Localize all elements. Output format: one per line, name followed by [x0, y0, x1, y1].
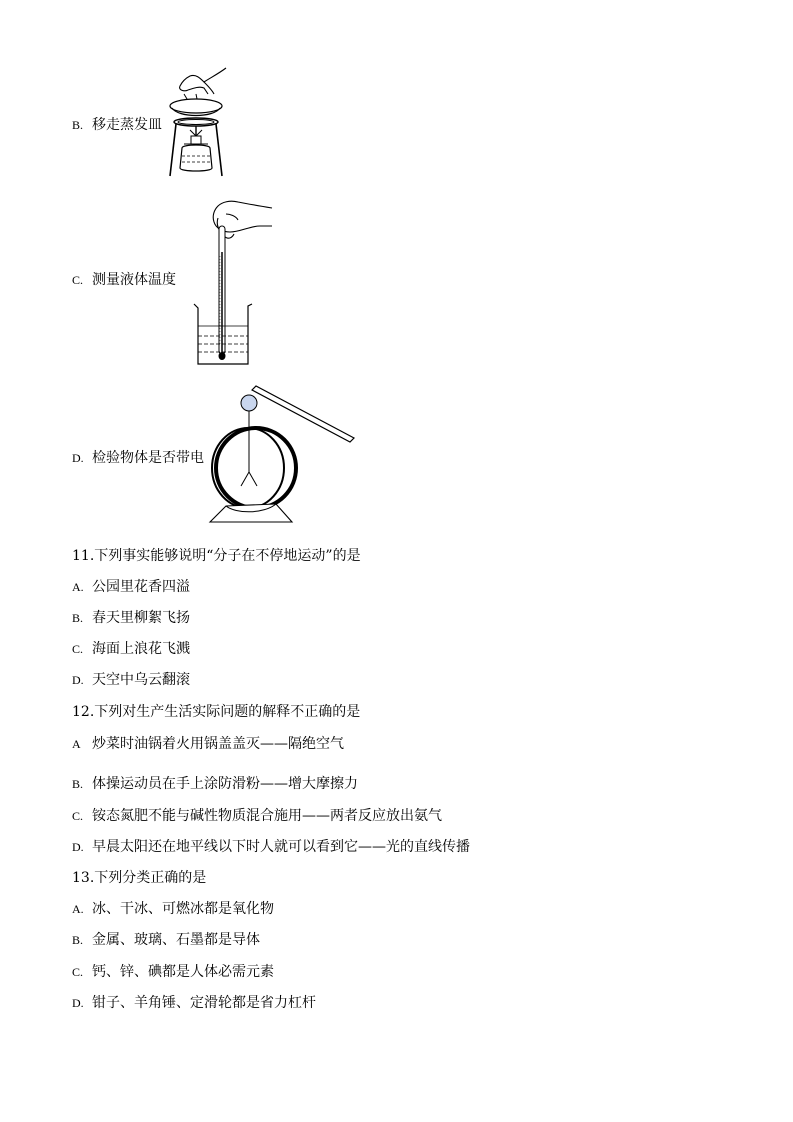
q13-option-c[interactable] — [72, 963, 274, 981]
option-letter: A. — [72, 580, 84, 594]
option-letter: D. — [72, 451, 84, 465]
q12-option-c[interactable] — [72, 807, 442, 825]
option-text: 海面上浪花飞溅 — [92, 641, 190, 657]
q10-option-b[interactable] — [72, 116, 162, 134]
option-letter: C. — [72, 273, 84, 287]
option-text: 早晨太阳还在地平线以下时人就可以看到它——光的直线传播 — [92, 839, 470, 855]
q13-option-b[interactable] — [72, 931, 260, 949]
q11-stem: 11.下列事实能够说明“分子在不停地运动”的是 — [72, 548, 361, 564]
option-letter: D. — [72, 673, 84, 687]
q11-option-c[interactable] — [72, 640, 190, 658]
q13-stem: 13.下列分类正确的是 — [72, 870, 207, 886]
q13-option-d[interactable] — [72, 994, 316, 1012]
q13-option-a[interactable] — [72, 900, 274, 918]
thermometer-beaker-figure — [190, 196, 276, 368]
option-text: 检验物体是否带电 — [92, 450, 204, 466]
option-text: 测量液体温度 — [92, 272, 176, 288]
option-text: 春天里柳絮飞扬 — [92, 610, 190, 626]
option-text: 冰、干冰、可燃冰都是氧化物 — [92, 901, 274, 917]
q10-option-d[interactable] — [72, 449, 204, 467]
option-text: 钳子、羊角锤、定滑轮都是省力杠杆 — [92, 995, 316, 1011]
option-letter: D. — [72, 996, 84, 1010]
option-letter: B. — [72, 933, 84, 947]
option-text: 钙、锌、碘都是人体必需元素 — [92, 964, 274, 980]
option-letter: B. — [72, 611, 84, 625]
option-text: 金属、玻璃、石墨都是导体 — [92, 932, 260, 948]
option-letter: A — [72, 737, 81, 751]
option-letter: A. — [72, 902, 84, 916]
option-letter: B. — [72, 118, 84, 132]
electroscope-rod-figure — [206, 386, 358, 526]
option-text: 炒菜时油锅着火用锅盖盖灭——隔绝空气 — [92, 736, 344, 752]
option-letter: C. — [72, 642, 84, 656]
q11-option-a[interactable] — [72, 578, 190, 596]
option-letter: C. — [72, 965, 84, 979]
q12-option-d[interactable] — [72, 838, 470, 856]
option-letter: C. — [72, 809, 84, 823]
option-text: 天空中乌云翻滚 — [92, 672, 190, 688]
option-text: 公园里花香四溢 — [92, 579, 190, 595]
option-letter: D. — [72, 840, 84, 854]
q12-stem: 12.下列对生产生活实际问题的解释不正确的是 — [72, 704, 361, 720]
evaporating-dish-hand-figure — [160, 64, 235, 180]
q10-option-c[interactable] — [72, 271, 176, 289]
option-text: 铵态氮肥不能与碱性物质混合施用——两者反应放出氨气 — [92, 808, 442, 824]
q12-option-b[interactable] — [72, 775, 358, 793]
option-text: 体操运动员在手上涂防滑粉——增大摩擦力 — [92, 776, 358, 792]
option-text: 移走蒸发皿 — [92, 117, 162, 133]
option-letter: B. — [72, 777, 84, 791]
q12-option-a[interactable] — [72, 735, 344, 753]
q11-option-b[interactable] — [72, 609, 190, 627]
q11-option-d[interactable] — [72, 671, 190, 689]
